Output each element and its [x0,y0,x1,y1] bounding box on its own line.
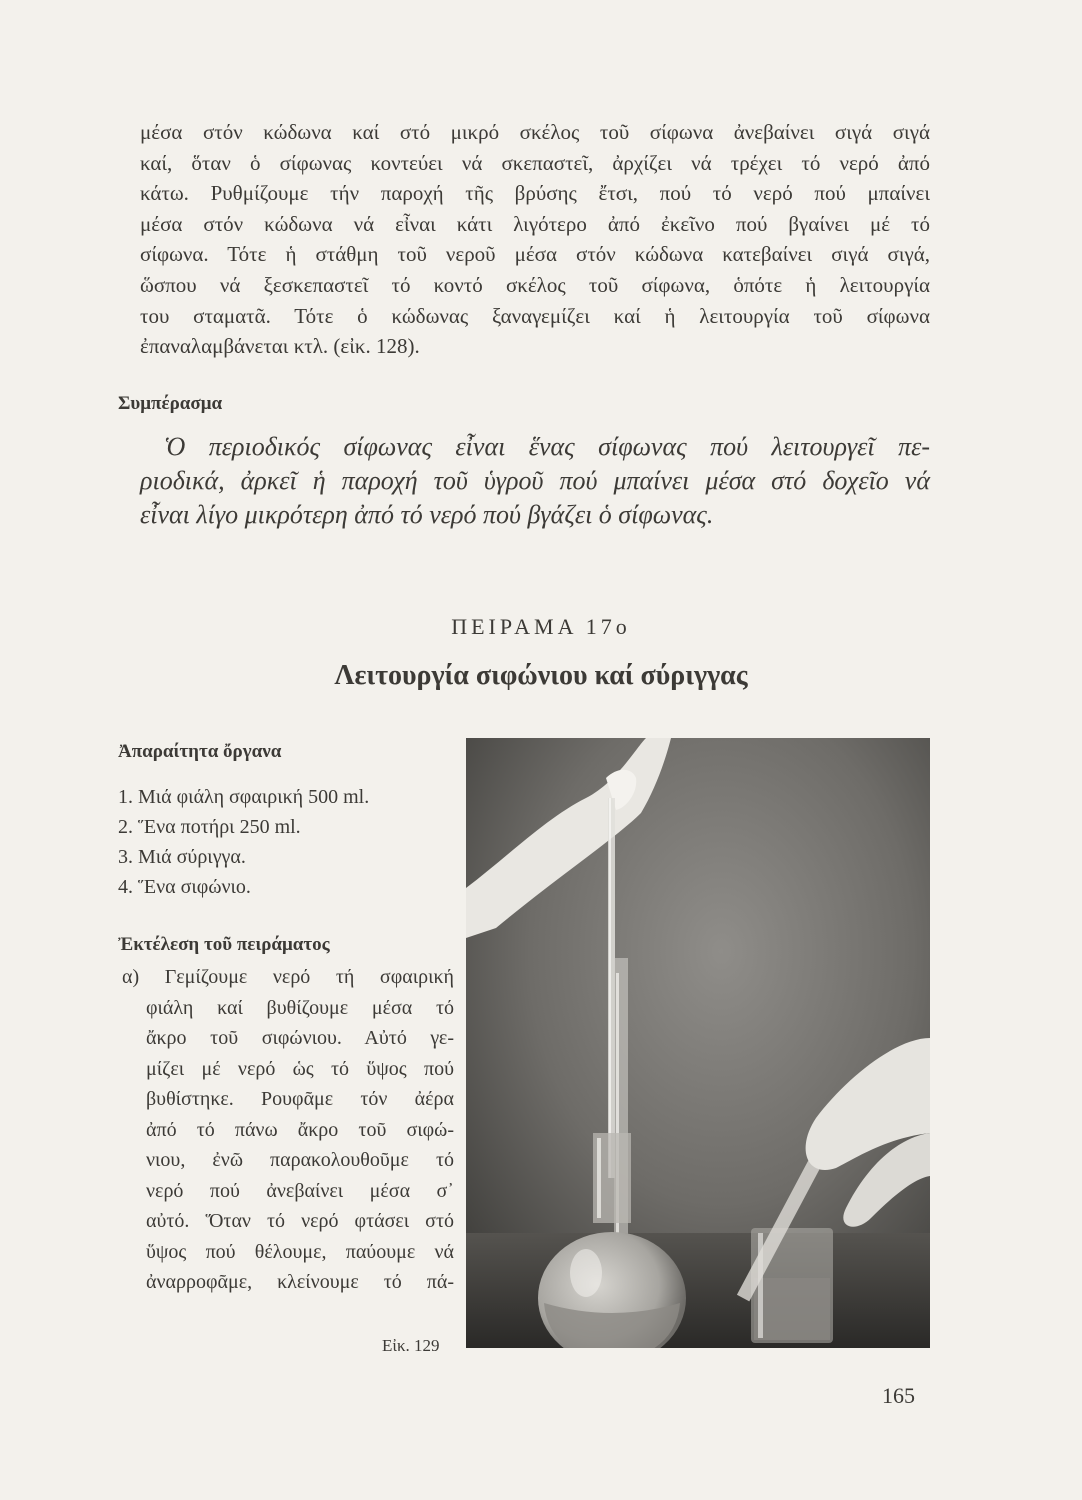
list-item: 4. Ἕνα σιφώνιο. [118,876,251,898]
list-item: 2. Ἕνα ποτήρι 250 ml. [118,816,301,838]
text-line: καί, ὅταν ὁ σίφωνας κοντεύει νά σκεπαστεῖ, ἀρχίζει νά τρέχει τό νερό ἀπό [140,150,930,175]
text-line: ἐπαναλαμβάνεται κτλ. (εἰκ. 128). [140,334,420,359]
text-line: νιου, ἐνῶ παρακολουθοῦμε τό [146,1149,454,1171]
conclusion-line: εἶναι λίγο μικρότερη ἀπό τό νερό πού βγάζει ὁ σίφωνας. [140,500,714,529]
conclusion-line: ριοδικά, ἀρκεῖ ἡ παροχή τοῦ ὑγροῦ πού μπαίνει μέσα στό δοχεῖο νά [140,466,930,495]
conclusion-text [140,430,930,532]
experiment-photo [466,738,930,1348]
procedure-text [122,962,454,1298]
text-line: φιάλη καί βυθίζουμε μέσα τό [146,996,454,1019]
text-line: αὐτό. Ὅταν τό νερό φτάσει στό [146,1210,454,1232]
list-item: 1. Μιά φιάλη σφαιρική 500 ml. [118,786,370,808]
experiment-title: ΠΕΙΡΑΜΑ 17ο [451,614,631,639]
conclusion-line: Ὁ περιοδικός σίφωνας εἶναι ἕνας σίφωνας πού λειτουργεῖ πε- [164,432,930,461]
text-line: μίζει μέ νερό ὡς τό ὕψος πού [146,1057,454,1080]
text-line: ὥσπου νά ξεσκεπαστεῖ τό κοντό σκέλος τοῦ σίφωνα, ὁπότε ἡ λειτουργία [140,272,930,297]
intro-paragraph [140,117,930,362]
conclusion-label: Συμπέρασμα [118,393,223,414]
materials-list [118,782,369,902]
text-line: ἀπό τό πάνω ἄκρο τοῦ σιφώ- [146,1118,454,1141]
experiment-subtitle: Λειτουργία σιφώνιου καί σύριγγας [334,660,748,691]
text-line: ἀναρροφᾶμε, κλείνουμε τό πά- [146,1271,454,1293]
figure-caption: Εἰκ. 129 [382,1336,440,1355]
text-line: ἄκρο τοῦ σιφώνιου. Αὐτό γε- [146,1027,454,1049]
text-line: ὕψος πού θέλουμε, παύουμε νά [146,1240,454,1263]
text-line: μέσα στόν κώδωνα νά εἶναι κάτι λιγότερο ἀπό ἐκεῖνο πού βγαίνει μέ τό [140,211,930,236]
list-item: 3. Μιά σύριγγα. [118,846,246,868]
text-line: μέσα στόν κώδωνα καί στό μικρό σκέλος τοῦ σίφωνα ἀνεβαίνει σιγά σιγά [140,120,930,144]
text-line: κάτω. Ρυθμίζουμε τήν παροχή τῆς βρύσης ἔτσι, πού τό νερό πού μπαίνει [140,181,930,206]
text-line: βυθίστηκε. Ρουφᾶμε τόν ἀέρα [146,1088,454,1110]
procedure-label: Ἐκτέλεση τοῦ πειράματος [118,934,330,955]
text-line: νερό πού ἀνεβαίνει μέσα σ᾿ [146,1179,454,1202]
materials-label: Ἀπαραίτητα ὄργανα [118,741,282,762]
text-line: σίφωνα. Τότε ἡ στάθμη τοῦ νεροῦ μέσα στόν κώδωνα κατεβαίνει σιγά σιγά, [140,242,930,267]
text-line: α) Γεμίζουμε νερό τή σφαιρική [122,966,454,988]
flask-pipette-illustration [466,738,930,1348]
text-line: του σταματᾶ. Τότε ὁ κώδωνας ξαναγεμίζει καί ἡ λειτουργία τοῦ σίφωνα [140,303,930,328]
page-number: 165 [882,1383,915,1408]
